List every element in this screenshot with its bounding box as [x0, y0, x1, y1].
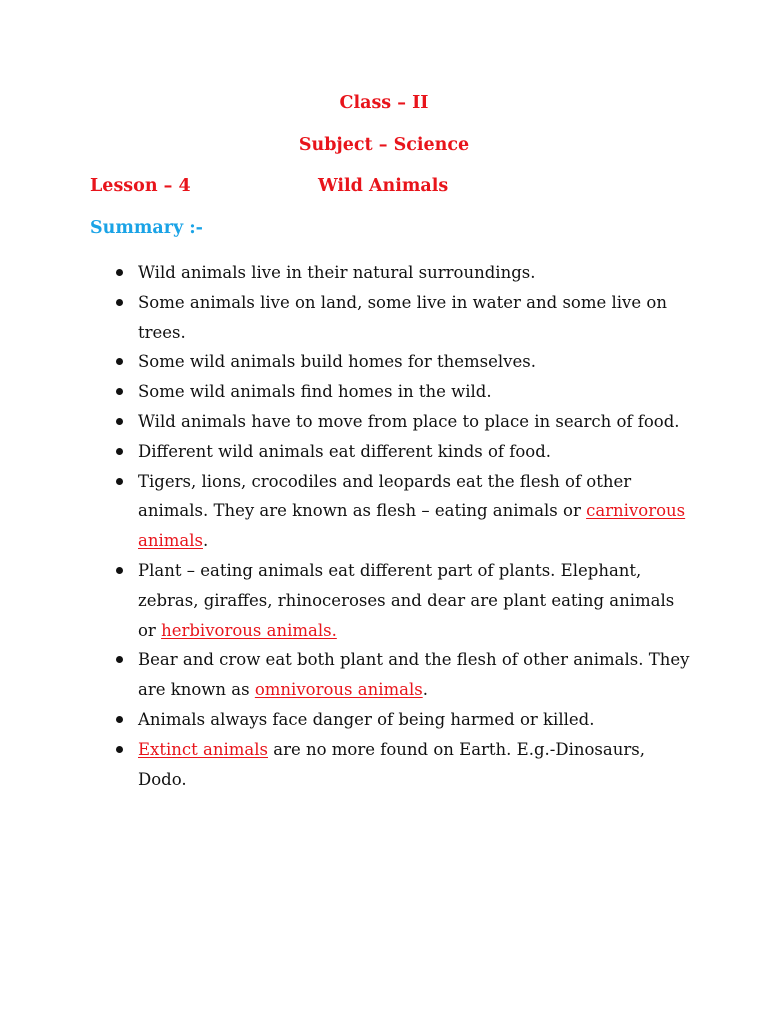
lesson-name: Wild Animals — [318, 176, 449, 196]
bullet-icon — [116, 567, 123, 574]
summary-item-text: Plant – eating animals eat different part of plants. Elephant, zebras, giraffes, rhinoceroses and dear are plant eating animals or — [138, 560, 675, 640]
summary-item — [112, 377, 692, 407]
summary-item — [112, 258, 692, 288]
carnivorous-animals-link[interactable]: carnivorous animals — [138, 501, 686, 551]
subject-title: Subject – Science — [298, 135, 470, 155]
bullet-icon — [116, 418, 123, 425]
summary-label: Summary :- — [90, 218, 203, 238]
bullet-icon — [116, 299, 123, 306]
summary-item — [112, 347, 692, 377]
summary-item — [112, 735, 692, 795]
summary-item-text-end: . — [202, 531, 209, 551]
extinct-animals-link[interactable]: Extinct animals — [138, 739, 268, 759]
summary-item-text: Different wild animals eat different kinds of food. — [138, 441, 552, 461]
omnivorous-animals-link[interactable]: omnivorous animals — [254, 680, 423, 700]
bullet-icon — [116, 746, 123, 753]
summary-item-text: Wild animals live in their natural surroundings. — [138, 263, 536, 282]
summary-item-text: Tigers, lions, crocodiles and leopards eat the flesh of other animals. They are known as flesh – eating animals or — [138, 471, 632, 521]
bullet-icon — [116, 269, 123, 276]
summary-item — [112, 437, 692, 467]
summary-item — [112, 288, 692, 348]
class-title: Class – II — [339, 93, 429, 113]
bullet-icon — [116, 656, 123, 663]
summary-item — [112, 556, 692, 645]
bullet-icon — [116, 478, 123, 485]
summary-item — [112, 705, 692, 735]
summary-item — [112, 407, 692, 437]
summary-item-text: Some wild animals find homes in the wild. — [138, 382, 492, 402]
summary-list — [112, 258, 692, 794]
summary-item-text: Some wild animals build homes for themselves. — [138, 352, 536, 372]
summary-item-text: Some animals live on land, some live in water and some live on trees. — [138, 292, 667, 342]
summary-item-text: Bear and crow eat both plant and the flesh of other animals. They are known as — [138, 650, 690, 700]
bullet-icon — [116, 358, 123, 365]
summary-item-text-end: . — [422, 680, 428, 700]
bullet-icon — [116, 448, 123, 455]
summary-item — [112, 467, 692, 556]
herbivorous-animals-link[interactable]: herbivorous animals. — [161, 620, 337, 640]
summary-item-text: Wild animals have to move from place to place in search of food. — [138, 411, 680, 431]
bullet-icon — [116, 716, 123, 723]
summary-item — [112, 645, 692, 705]
summary-item-text-end: are no more found on Earth. E.g.-Dinosaurs, Dodo. — [138, 739, 645, 789]
lesson-label: Lesson – 4 — [90, 176, 191, 196]
summary-item-text: Animals always face danger of being harmed or killed. — [138, 709, 595, 729]
bullet-icon — [116, 388, 123, 395]
